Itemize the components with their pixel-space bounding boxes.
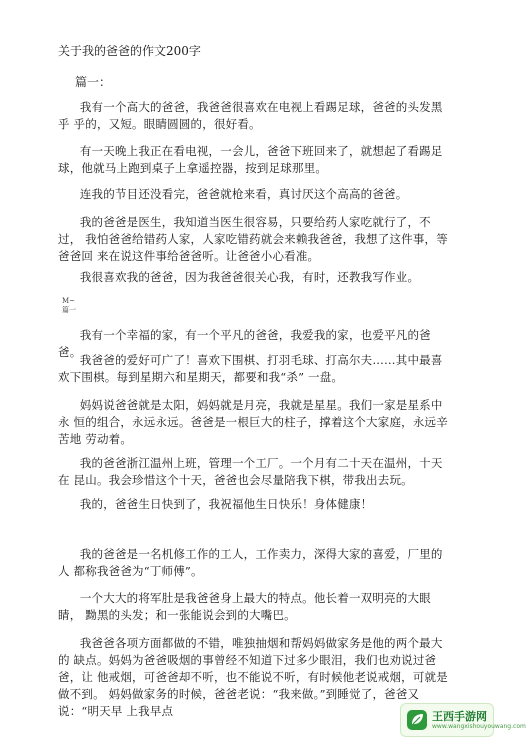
paragraph-11: 我的爸爸是一名机修工作的工人，工作卖力，深得大家的喜爱，厂里的人 都称我爸爸为“丁师傅”。: [58, 547, 443, 578]
watermark-name: 王西手游网: [432, 709, 487, 723]
paragraph-4: 我的爸爸是医生，我知道当医生很容易，只要给药人家吃就行了，不过， 我怕爸爸给错药人家，人家吃错药就会来赖我爸爸，我想了这件事，等爸爸回 来在说这件事给爸爸听。让爸爸小心看准。: [58, 215, 448, 263]
paragraph-1: 我有一个高大的爸爸，我爸爸很喜欢在电视上看踢足球，爸爸的头发黑乎 乎的，又短。眼睛圆圆的，很好看。: [58, 100, 443, 131]
paragraph-5: 我很喜欢我的爸爸，因为我爸爸很关心我，有时，还教我写作业。: [79, 270, 420, 284]
watermark-url: www.wangxishouyouwang.com: [432, 722, 526, 730]
paragraph-9: 我的爸爸浙江温州上班，管理一个工厂。一个月有二十天在温州，十天在 昆山。我会珍惜这个十天，爸爸也会尽量陪我下棋，带我出去玩。: [58, 456, 443, 487]
paragraph-7: 我爸爸的爱好可广了！喜欢下围棋、打羽毛球、打高尔夫……其中最喜欢下围棋。每到星期六和星期天，都要和我“杀” 一盘。: [58, 353, 443, 384]
paragraph-3: 连我的节目还没看完，爸爸就枪来看，真讨厌这个高高的爸爸。: [79, 187, 408, 201]
leaf-icon: [406, 709, 428, 731]
part-one-label: 篇一：: [75, 75, 112, 89]
paragraph-8: 妈妈说爸爸就是太阳，妈妈就是月亮，我就是星星。我们一家是星系中永 恒的组合，永远永远。爸爸是一根巨大的柱子，撑着这个大家庭，永远辛苦地 劳动着。: [58, 398, 448, 446]
site-watermark-logo: [400, 703, 526, 737]
paragraph-10: 我的，爸爸生日快到了，我祝福他生日快乐！身体健康！: [79, 497, 373, 511]
paragraph-2: 有一天晚上我正在看电视，一会儿，爸爸下班回来了，就想起了看踢足 球，他就马上跑到桌子上拿遥控器，按到足球那里。: [58, 144, 443, 175]
document-title: 关于我的爸爸的作文200字: [58, 44, 201, 58]
part-two-label-b: 篇一: [62, 306, 76, 314]
paragraph-13: 我爸爸各项方面都做的不错，唯独抽烟和帮妈妈做家务是他的两个最大的 缺点。妈妈为爸爸吸烟的事曾经不知道下过多少眼泪，我们也劝说过爸爸，让 他戒烟，可爸爸却不听，也不能说不听，有时候他老说戒烟，可就是做不到。 妈妈做家务的时候，爸爸老说：“我来做。”到睡觉了，爸爸又说：“明天早 上我早点: [58, 636, 448, 718]
part-two-label-a: M~: [62, 297, 76, 305]
paragraph-6: 我有一个幸福的家，有一个平凡的爸爸，我爱我的家，也爱平凡的爸爸。: [58, 328, 431, 359]
paragraph-12: 一个大大的将军肚是我爸爸身上最大的特点。他长着一双明亮的大眼睛， 黝黑的头发；和一张能说会到的大嘴巴。: [58, 591, 431, 622]
